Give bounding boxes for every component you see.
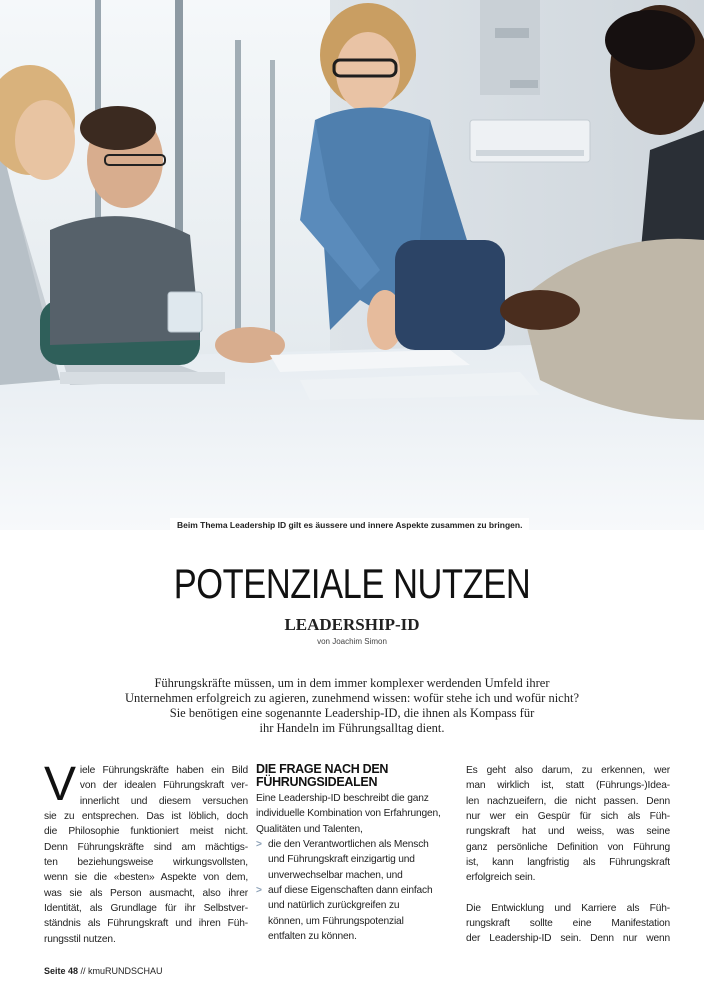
body-line: ganz persönliche Definition von Führung [466,841,670,853]
body-line: und natürlich zurückgreifen zu [268,900,400,912]
body-line: und Führungskraft einzigartig und [268,854,415,866]
arrow-bullet-icon: > [256,839,262,851]
dropcap: V [44,758,76,811]
arrow-bullet-icon: > [256,885,262,897]
article-title: POTENZIALE NUTZEN [173,560,531,607]
bullet-item [256,837,460,883]
lead-line: Unternehmen erfolgreich zu agieren, zunehmend wissen: wofür stehe ich und wofür nicht? [124,691,579,705]
photo-caption: Beim Thema Leadership ID gilt es äussere und innere Aspekte zusammen zu bringen. [170,518,529,532]
body-line: können, um Führungspotenzial [268,915,404,927]
lead-line: ihr Handeln im Führungsalltag dient. [259,721,445,735]
body-line: rungskraft hat und weiss, was seine [466,826,670,838]
body-line: unverwechselbar machen, und [268,869,403,881]
lead-line: Sie benötigen eine sogenannte Leadership-ID, die ihnen als Kompass für [169,706,535,720]
body-line: rungsstil nutzen. [44,933,116,945]
page-number: Seite 48 [44,966,79,976]
body-line: der Leadership-ID sein. Denn nur wenn [466,933,670,945]
body-line: wenn sie die «besten» Aspekte von dem, [44,872,248,884]
body-line: entfalten zu können. [268,931,357,943]
column-3 [466,763,670,947]
footer-separator: // [78,966,89,976]
column-1 [44,758,248,947]
column-2 [256,763,460,944]
article-byline: von Joachim Simon [317,637,387,646]
body-line: die den Verantwortlichen als Mensch [268,839,429,851]
body-line: die Philosophie funktioniert meist nicht. [44,826,248,838]
body-line: von der idealen Führungskraft ver- [79,780,248,792]
magazine-name: kmuRUNDSCHAU [88,966,163,976]
body-line: rungskraft sollte eine Manifestation [466,918,670,930]
body-line: man wirklich ist, statt (Führungs-)Idea- [466,780,670,792]
body-line: Es geht also darum, zu erkennen, wer [466,765,670,776]
section-heading [256,763,460,788]
body-line: len nachzueifern, die nicht passen. Denn [466,795,670,807]
article-lead [80,676,624,736]
body-line: Eine Leadership-ID beschreibt die ganz [256,793,429,804]
body-line: ten beziehungsweise wirkungsvollsten, [44,857,248,869]
body-line: auf diese Eigenschaften dann einfach [268,885,433,897]
body-line: was sie als Person ausmacht, also ihrer [44,887,248,899]
lead-line: Führungskräfte müssen, um in dem immer komplexer werdenden Umfeld ihrer [154,676,550,690]
body-line: erfolgreich sein. [466,872,536,884]
body-line: iele Führungskräfte haben ein Bild [79,765,248,776]
body-line: innerlicht und diesem versuchen [79,795,248,807]
body-line: Identität, als Grundlage für ihr Selbstver- [44,903,248,915]
body-line: individuelle Kombination von Erfahrungen, [256,808,441,820]
heading-line: DIE FRAGE NACH DEN [256,762,389,776]
body-line: Qualitäten und Talenten, [256,823,363,835]
bullet-item [256,883,460,944]
body-line: ständnis als Führungskraft und ihren Füh- [44,918,248,930]
body-line: ist, kann langfristig als Führungskraft [466,857,670,869]
body-line: sie zu entsprechen. Das ist löblich, doch [44,811,248,823]
body-line: nur wer ein Gespür für sich als Füh- [466,811,670,823]
body-line: Denn Führungskräfte sind am mächtigs- [44,841,248,853]
article-subtitle: LEADERSHIP-ID [284,615,420,634]
heading-line: FÜHRUNGSIDEALEN [256,774,378,789]
page-footer [44,966,163,976]
body-line: Die Entwicklung und Karriere als Füh- [466,902,670,914]
